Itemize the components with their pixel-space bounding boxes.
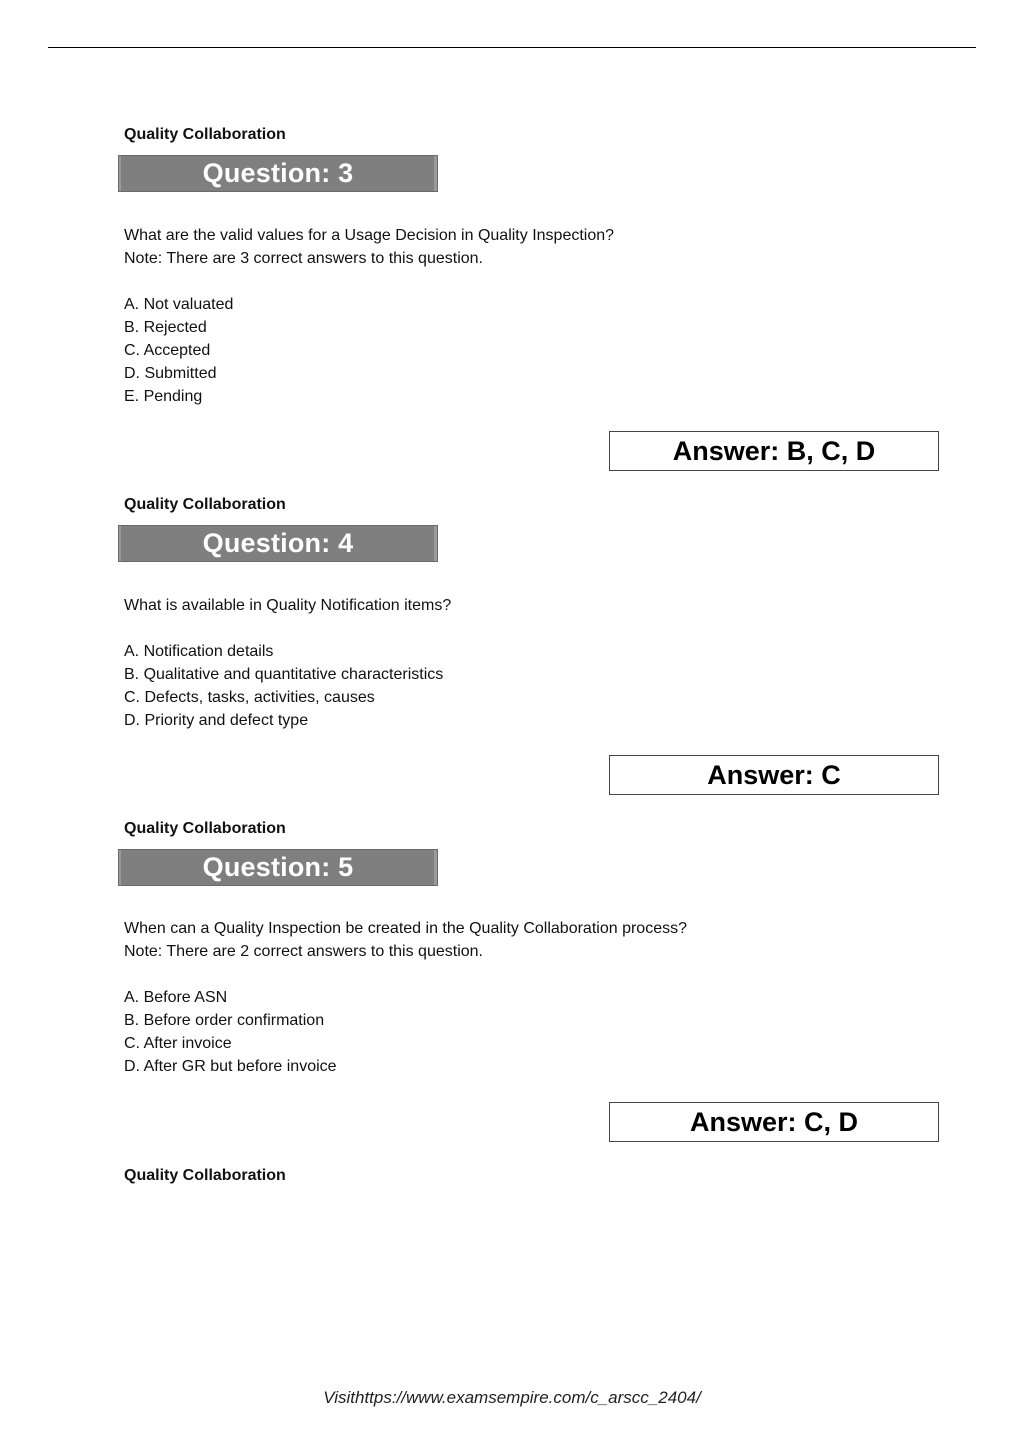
question-body [124,917,687,1078]
question-banner [118,849,438,886]
question-number: Question: 4 [202,528,354,558]
question-body [124,594,451,732]
question-prompt: What are the valid values for a Usage Decision in Quality Inspection? [124,227,615,244]
question-note: Note: There are 2 correct answers to this question. [124,943,483,960]
answer-box [609,1102,939,1142]
footer-link-text[interactable]: Visithttps://www.examsempire.com/c_arscc_2404/ [323,1388,701,1407]
question-banner [118,155,438,192]
option-item: B. Qualitative and quantitative characteristics [124,666,444,683]
answer-text: Answer: C, D [689,1107,859,1137]
answer-box [609,755,939,795]
topic-label: Quality Collaboration [124,126,286,143]
question-note: Note: There are 3 correct answers to this question. [124,250,483,267]
answer-box [609,431,939,471]
question-banner [118,525,438,562]
option-item: C. After invoice [124,1035,232,1052]
question-prompt: What is available in Quality Notification items? [124,597,452,614]
option-item: E. Pending [124,388,203,405]
option-item: C. Defects, tasks, activities, causes [124,689,375,706]
option-item: A. Before ASN [124,989,228,1006]
question-body [124,224,614,408]
option-item: B. Before order confirmation [124,1012,325,1029]
option-item: A. Not valuated [124,296,234,313]
question-number: Question: 3 [202,158,354,188]
answer-text: Answer: C [707,760,841,790]
header-rule [48,47,976,48]
topic-label: Quality Collaboration [124,1167,286,1184]
option-item: D. Submitted [124,365,217,382]
answer-text: Answer: B, C, D [672,436,876,466]
topic-label: Quality Collaboration [124,820,286,837]
question-number: Question: 5 [202,852,354,882]
topic-label: Quality Collaboration [124,496,286,513]
question-prompt: When can a Quality Inspection be created in the Quality Collaboration process? [124,920,687,937]
option-item: D. After GR but before invoice [124,1058,337,1075]
option-item: D. Priority and defect type [124,712,309,729]
option-item: B. Rejected [124,319,207,336]
option-item: C. Accepted [124,342,211,359]
option-item: A. Notification details [124,643,274,660]
